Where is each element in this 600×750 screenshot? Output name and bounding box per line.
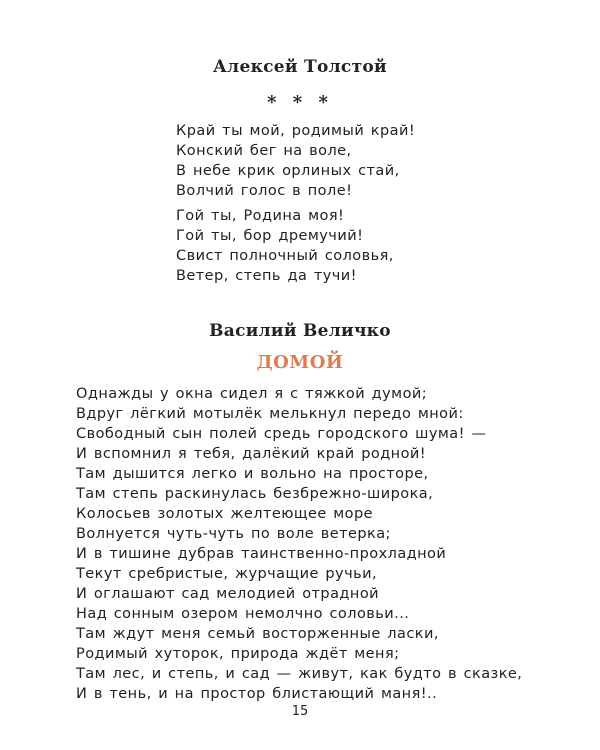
poem-line: Там ждут меня семьй восторженные ласки,: [76, 626, 439, 642]
poem-line: И в тень, и на простор блистающий маня!..: [76, 686, 438, 702]
poem-line: И оглашают сад мелодией отрадной: [76, 586, 380, 602]
author-name-velichko: Василий Величко: [209, 321, 391, 341]
stanza-2: [176, 206, 394, 286]
author-name-tolstoy: Алексей Толстой: [213, 57, 387, 77]
poem-line: Край ты мой, родимый край!: [176, 123, 416, 139]
stanza-1: [176, 121, 415, 201]
section-separator: * * *: [267, 92, 333, 113]
poem-body: [76, 384, 522, 704]
poem-line: Там лес, и степь, и сад — живут, как будто в сказке,: [76, 666, 523, 682]
poem-line: И в тишине дубрав таинственно-прохладной: [76, 546, 447, 562]
page-number: 15: [291, 704, 309, 719]
poem-line: Однажды у окна сидел я с тяжкой думой;: [76, 386, 428, 402]
poem-line: Волнуется чуть-чуть по воле ветерка;: [76, 526, 391, 542]
poem-line: Текут сребристые, журчащие ручьи,: [76, 566, 378, 582]
poem-title: ДОМОЙ: [256, 352, 344, 373]
poem-line: Свободный сын полей средь городского шума! —: [76, 426, 487, 442]
poem-line: Ветер, степь да тучи!: [176, 268, 357, 284]
poem-line: Гой ты, бор дремучий!: [176, 228, 364, 244]
poem-line: Конский бег на воле,: [176, 143, 352, 159]
poem-line: Свист полночный соловья,: [176, 248, 394, 264]
poem-line: Вдруг лёгкий мотылёк мелькнул передо мной:: [76, 406, 464, 422]
poem-line: Гой ты, Родина моя!: [176, 208, 345, 224]
poem-line: Там дышится легко и вольно на просторе,: [76, 466, 429, 482]
poem-line: Там степь раскинулась безбрежно-широка,: [76, 486, 434, 502]
poem-line: Колосьев золотых желтеющее море: [76, 506, 374, 522]
poem-line: И вспомнил я тебя, далёкий край родной!: [76, 446, 427, 462]
poem-line: Волчий голос в поле!: [176, 183, 353, 199]
poem-line: В небе крик орлиных стай,: [176, 163, 400, 179]
poem-line: Родимый хуторок, природа ждёт меня;: [76, 646, 400, 662]
poem-line: Над сонным озером немолчно соловьи...: [76, 606, 410, 622]
